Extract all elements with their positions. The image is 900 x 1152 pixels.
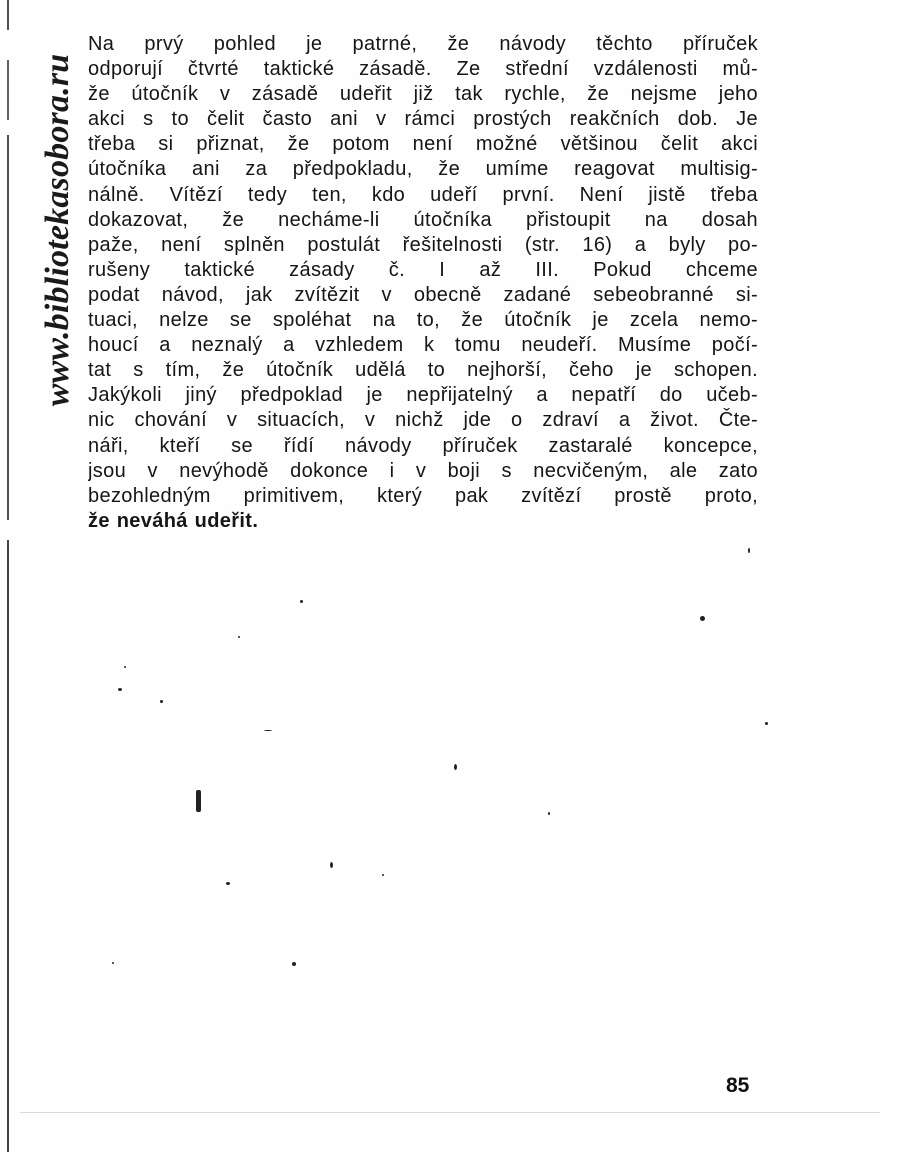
- text-line: nálně. Vítězí tedy ten, kdo udeří první. Není jistě třeba: [88, 183, 758, 206]
- scan-speck: [382, 874, 384, 876]
- scan-speck: [226, 882, 230, 885]
- text-line: odporují čtvrté taktické zásadě. Ze střední vzdálenosti mů-: [88, 58, 758, 81]
- text-line: Na prvý pohled je patrné, že návody těchto příruček: [88, 33, 758, 55]
- scan-speck: [300, 600, 303, 603]
- text-line: podat návod, jak zvítězit v obecně zadané sebeobranné si-: [88, 283, 758, 306]
- text-line: že útočník v zásadě udeřit již tak rychle, že nejsme jeho: [88, 83, 758, 106]
- text-line: houcí a neznalý a vzhledem k tomu neudeří. Musíme počí-: [88, 334, 758, 357]
- scan-speck: [118, 688, 122, 691]
- scan-speck: [160, 700, 163, 703]
- body-text: [88, 32, 758, 534]
- scan-speck: [748, 548, 750, 553]
- scan-speck: [292, 962, 296, 966]
- scan-speck: [548, 812, 550, 815]
- scan-speck: [700, 616, 705, 621]
- scan-speck: [330, 862, 333, 868]
- text-line: Jakýkoli jiný předpoklad je nepřijatelný a nepatří do učeb-: [88, 384, 758, 407]
- text-line-last: že neváhá udeřit.: [88, 509, 259, 532]
- text-line: třeba si přiznat, že potom není možné většinou čelit akci: [88, 133, 758, 156]
- scan-speck: [196, 790, 201, 812]
- text-line: bezohledným primitivem, který pak zvítězí prostě proto,: [88, 484, 758, 507]
- scan-speck: [238, 636, 240, 638]
- scan-speck: [124, 666, 126, 668]
- text-line: nic chování v situacích, v nichž jde o zdraví a život. Čte-: [88, 409, 758, 432]
- text-line: tat s tím, že útočník udělá to nejhorší, čeho je schopen.: [88, 359, 758, 382]
- page-number: 85: [726, 1074, 750, 1097]
- scan-speck: [112, 962, 114, 964]
- text-line: útočníka ani za předpokladu, že umíme reagovat multisig-: [88, 158, 758, 181]
- scan-speck: [264, 730, 272, 731]
- watermark: www.bibliotekasobora.ru: [39, 53, 76, 407]
- binding-edge: [7, 0, 9, 1152]
- text-line: náři, kteří se řídí návody příruček zastaralé koncepce,: [88, 434, 758, 457]
- scan-speck: [454, 764, 457, 770]
- text-line: akci s to čelit často ani v rámci prostých reakčních dob. Je: [88, 108, 758, 131]
- scan-bottom-edge: [20, 1112, 880, 1113]
- text-line: paže, není splněn postulát řešitelnosti (str. 16) a byly po-: [88, 233, 758, 256]
- text-line: rušeny taktické zásady č. I až III. Pokud chceme: [88, 258, 758, 281]
- text-line: dokazovat, že necháme-li útočníka přistoupit na dosah: [88, 208, 758, 231]
- scan-speck: [765, 722, 768, 725]
- text-line: jsou v nevýhodě dokonce i v boji s necvičeným, ale zato: [88, 459, 758, 482]
- text-line: tuaci, nelze se spoléhat na to, že útočník je zcela nemo-: [88, 309, 758, 332]
